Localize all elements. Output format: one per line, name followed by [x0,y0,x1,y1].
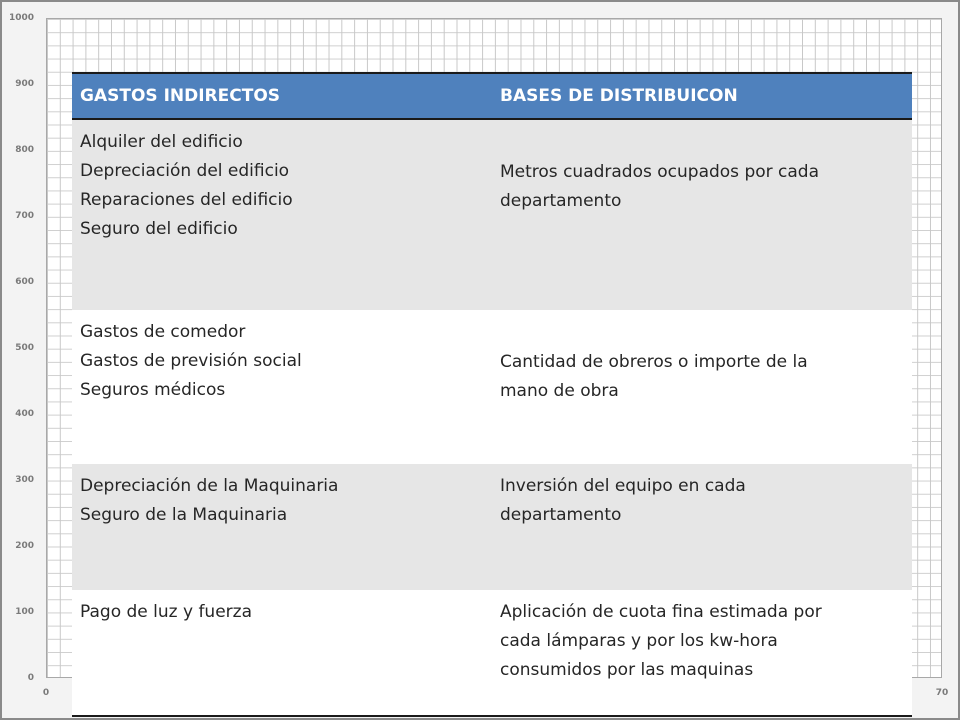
base-line: Cantidad de obreros o importe de la [500,352,808,372]
y-tick-label: 900 [15,79,34,89]
y-tick-label: 800 [15,145,34,155]
table-header-row [72,73,912,119]
bases-cell [492,590,912,716]
gasto-item: Gastos de comedor [80,322,246,342]
y-tick-label: 500 [15,343,34,353]
gasto-item: Depreciación del edificio [80,161,290,181]
base-line: Metros cuadrados ocupados por cada [500,162,819,182]
y-tick-label: 200 [15,541,34,551]
y-tick-label: 700 [15,211,34,221]
y-tick-label: 400 [15,409,34,419]
gasto-item: Depreciación de la Maquinaria [80,476,339,496]
x-tick-label: 0 [42,688,50,698]
gasto-item: Reparaciones del edificio [80,190,293,210]
gasto-item: Seguros médicos [80,380,226,400]
bases-cell [492,464,912,590]
gasto-item: Alquiler del edificio [80,132,243,152]
gastos-cell [72,464,492,590]
bases-cell [492,119,912,310]
base-line: cada lámparas y por los kw-hora [500,631,778,651]
cost-distribution-table [72,72,912,717]
y-tick-label: 300 [15,475,34,485]
x-tick-label: 70 [935,688,949,698]
gasto-item: Seguro del edificio [80,219,238,239]
base-line: departamento [500,191,622,211]
header-gastos-indirectos: GASTOS INDIRECTOS [72,73,492,119]
table-row [72,310,912,464]
y-tick-label: 100 [15,607,34,617]
gastos-cell [72,119,492,310]
y-tick-label: 1000 [8,13,34,23]
base-line: mano de obra [500,381,619,401]
header-bases-distribucion: BASES DE DISTRIBUICON [492,73,912,119]
base-line: departamento [500,505,622,525]
base-line: Aplicación de cuota fina estimada por [500,602,822,622]
base-line: consumidos por las maquinas [500,660,754,680]
bases-cell [492,310,912,464]
gasto-item: Seguro de la Maquinaria [80,505,288,525]
table-row [72,119,912,310]
base-line: Inversión del equipo en cada [500,476,746,496]
gasto-item: Gastos de previsión social [80,351,302,371]
y-tick-label: 600 [15,277,34,287]
table-row [72,464,912,590]
gastos-cell [72,590,492,716]
table-row [72,590,912,716]
gastos-cell [72,310,492,464]
y-tick-label: 0 [27,673,34,683]
gasto-item: Pago de luz y fuerza [80,602,252,622]
